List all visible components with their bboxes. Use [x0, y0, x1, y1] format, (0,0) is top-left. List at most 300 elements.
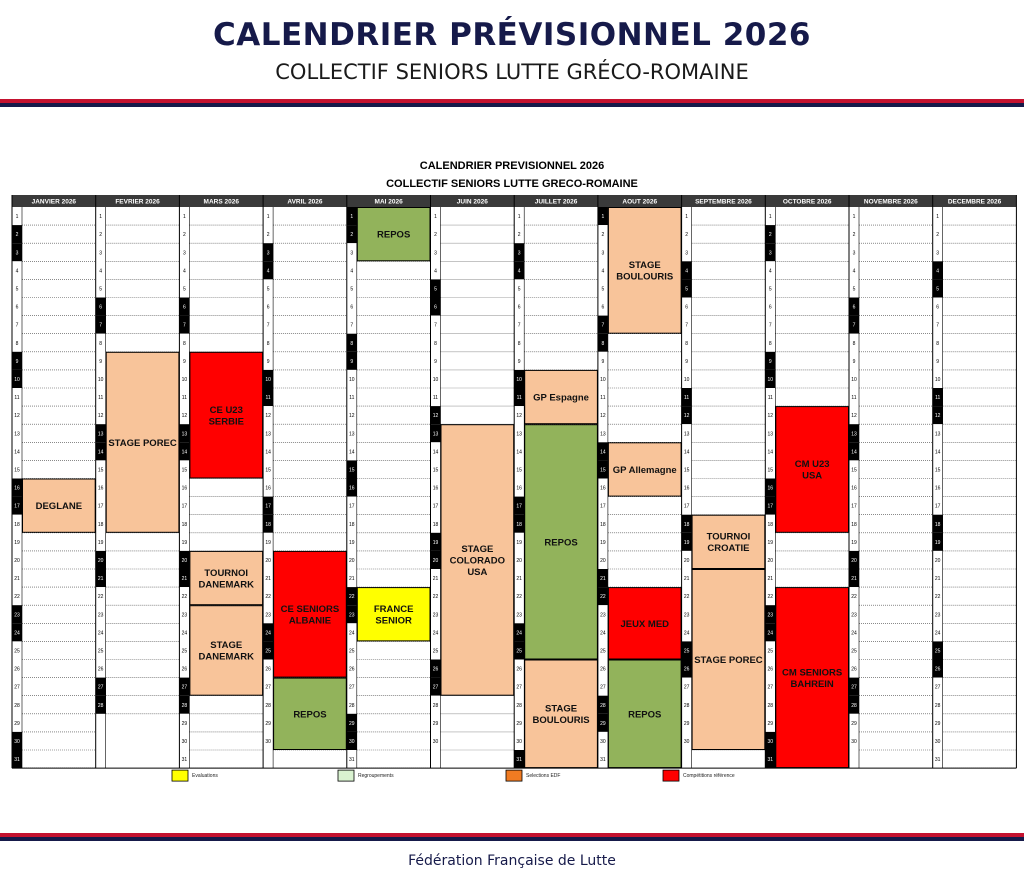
day-number: 11 — [935, 395, 941, 402]
day-number: 26 — [181, 666, 188, 673]
day-number: 28 — [934, 702, 941, 709]
day-number: 12 — [600, 413, 606, 420]
day-number: 27 — [516, 684, 522, 691]
day-number: 1 — [852, 214, 856, 221]
day-number: 1 — [517, 214, 521, 221]
day-number: 3 — [601, 250, 605, 257]
day-number: 5 — [601, 286, 605, 293]
day-number: 5 — [183, 286, 186, 293]
day-number: 21 — [683, 576, 690, 583]
day-number: 25 — [14, 648, 20, 655]
day-number: 23 — [265, 612, 271, 619]
day-number: 10 — [14, 376, 20, 383]
day-number: 3 — [768, 250, 772, 257]
day-number: 7 — [183, 322, 186, 329]
day-number: 22 — [432, 594, 439, 601]
day-number: 20 — [934, 557, 941, 564]
day-number: 26 — [683, 666, 690, 673]
day-number: 6 — [350, 304, 354, 311]
day-number: 24 — [181, 630, 188, 637]
day-number: 19 — [851, 539, 857, 546]
day-number: 11 — [432, 395, 439, 402]
day-number: 30 — [14, 738, 20, 745]
day-number: 21 — [14, 576, 20, 583]
day-number: 16 — [600, 485, 606, 492]
day-number: 29 — [934, 720, 941, 727]
day-number: 10 — [432, 376, 439, 383]
day-number: 6 — [601, 304, 605, 311]
day-number: 13 — [181, 431, 188, 438]
day-number: 9 — [601, 358, 605, 365]
day-number: 11 — [851, 395, 857, 402]
day-number: 28 — [349, 702, 355, 709]
day-number: 1 — [936, 214, 940, 221]
day-number: 16 — [349, 485, 355, 492]
day-number: 13 — [432, 431, 439, 438]
day-number: 8 — [99, 340, 103, 347]
month-header-label: DECEMBRE 2026 — [947, 198, 1002, 206]
day-number: 7 — [266, 322, 270, 329]
day-number: 25 — [432, 648, 439, 655]
day-number: 17 — [767, 503, 774, 510]
day-number: 25 — [767, 648, 774, 655]
day-number: 16 — [516, 485, 522, 492]
day-number: 18 — [600, 521, 606, 528]
day-number: 3 — [266, 250, 270, 257]
day-number: 12 — [265, 413, 271, 420]
event-label: STAGE — [545, 703, 578, 715]
day-number: 3 — [685, 250, 688, 257]
day-number: 16 — [851, 485, 857, 492]
day-number: 17 — [181, 503, 188, 510]
day-number: 26 — [934, 666, 941, 673]
day-number: 15 — [600, 467, 606, 474]
day-number: 30 — [516, 738, 522, 745]
day-number: 29 — [767, 720, 774, 727]
day-number: 7 — [936, 322, 940, 329]
day-number: 31 — [934, 757, 941, 764]
day-number: 23 — [181, 612, 188, 619]
day-number: 22 — [767, 594, 774, 601]
day-number: 15 — [516, 467, 522, 474]
day-number: 11 — [14, 395, 20, 402]
day-number: 19 — [181, 539, 188, 546]
day-number: 25 — [516, 648, 522, 655]
day-number: 2 — [852, 232, 856, 239]
day-number: 20 — [181, 557, 188, 564]
day-number: 8 — [15, 340, 19, 347]
day-number: 14 — [432, 449, 439, 456]
day-number: 29 — [181, 720, 188, 727]
day-number: 15 — [683, 467, 690, 474]
month-header-label: JANVIER 2026 — [31, 198, 77, 206]
day-number: 6 — [266, 304, 270, 311]
page-subtitle: COLLECTIF SENIORS LUTTE GRÉCO-ROMAINE — [275, 60, 749, 84]
day-number: 29 — [851, 720, 857, 727]
day-number: 12 — [516, 413, 522, 420]
day-number: 27 — [349, 684, 355, 691]
day-number: 15 — [14, 467, 20, 474]
day-number: 10 — [851, 376, 857, 383]
day-number: 27 — [934, 684, 941, 691]
day-number: 7 — [434, 322, 437, 329]
event-label: CE U23 — [209, 404, 243, 416]
day-number: 23 — [97, 612, 104, 619]
day-number: 12 — [181, 413, 188, 420]
day-number: 30 — [767, 738, 774, 745]
day-number: 22 — [934, 594, 941, 601]
day-number: 1 — [183, 214, 186, 221]
day-number: 1 — [350, 214, 354, 221]
day-number: 27 — [851, 684, 857, 691]
event-label: BOULOURIS — [532, 715, 590, 727]
event-label: GP Allemagne — [612, 464, 677, 476]
day-number: 14 — [600, 449, 606, 456]
day-number: 4 — [768, 268, 772, 275]
day-number: 27 — [600, 684, 606, 691]
day-number: 26 — [432, 666, 439, 673]
day-number: 13 — [349, 431, 355, 438]
day-number: 24 — [767, 630, 774, 637]
legend-swatch — [506, 770, 522, 781]
day-number: 22 — [97, 594, 104, 601]
day-number: 24 — [683, 630, 690, 637]
day-number: 20 — [97, 557, 104, 564]
day-number: 8 — [768, 340, 772, 347]
day-number: 6 — [936, 304, 940, 311]
day-number: 14 — [683, 449, 690, 456]
day-number: 14 — [349, 449, 355, 456]
day-number: 18 — [14, 521, 20, 528]
day-number: 5 — [434, 286, 437, 293]
day-number: 24 — [265, 630, 271, 637]
day-number: 3 — [852, 250, 856, 257]
day-number: 14 — [516, 449, 522, 456]
day-number: 12 — [683, 413, 690, 420]
event-label: USA — [802, 470, 823, 482]
day-number: 3 — [15, 250, 19, 257]
day-number: 13 — [516, 431, 522, 438]
day-number: 28 — [181, 702, 188, 709]
day-number: 29 — [14, 720, 20, 727]
day-number: 9 — [517, 358, 521, 365]
day-number: 28 — [600, 702, 606, 709]
day-number: 30 — [851, 738, 857, 745]
day-number: 10 — [934, 376, 941, 383]
day-number: 31 — [600, 757, 606, 764]
day-number: 5 — [517, 286, 521, 293]
footer-stripe-navy — [0, 837, 1024, 841]
day-number: 24 — [97, 630, 104, 637]
event-label: STAGE POREC — [108, 437, 177, 449]
day-number: 5 — [15, 286, 19, 293]
day-number: 5 — [768, 286, 772, 293]
month-header-label: AOUT 2026 — [622, 198, 658, 206]
day-number: 20 — [432, 557, 439, 564]
day-number: 8 — [350, 340, 354, 347]
day-number: 19 — [14, 539, 20, 546]
day-number: 23 — [851, 612, 857, 619]
day-number: 7 — [517, 322, 521, 329]
day-number: 8 — [183, 340, 186, 347]
day-number: 19 — [432, 539, 439, 546]
month-header-label: MAI 2026 — [374, 198, 403, 206]
legend-label: Selections EDF — [526, 773, 561, 780]
day-number: 5 — [99, 286, 103, 293]
day-number: 10 — [600, 376, 606, 383]
day-number: 11 — [265, 395, 271, 402]
day-number: 22 — [265, 594, 271, 601]
day-number: 9 — [852, 358, 856, 365]
day-number: 21 — [432, 576, 439, 583]
day-number: 11 — [600, 395, 606, 402]
day-number: 26 — [851, 666, 857, 673]
event-label: STAGE — [210, 640, 243, 652]
day-number: 10 — [683, 376, 690, 383]
day-number: 25 — [934, 648, 941, 655]
calendar-subtitle: COLLECTIF SENIORS LUTTE GRECO-ROMAINE — [386, 178, 638, 190]
day-number: 14 — [934, 449, 941, 456]
day-number: 26 — [600, 666, 606, 673]
day-number: 24 — [432, 630, 439, 637]
day-number: 17 — [516, 503, 522, 510]
day-number: 20 — [600, 557, 606, 564]
day-number: 21 — [934, 576, 941, 583]
day-number: 8 — [852, 340, 856, 347]
event-label: COLORADO — [449, 555, 506, 567]
day-number: 18 — [934, 521, 941, 528]
day-number: 14 — [767, 449, 774, 456]
day-number: 9 — [768, 358, 772, 365]
day-number: 3 — [936, 250, 940, 257]
month-header-label: AVRIL 2026 — [287, 198, 323, 206]
day-number: 12 — [432, 413, 439, 420]
day-number: 5 — [685, 286, 688, 293]
day-number: 23 — [432, 612, 439, 619]
day-number: 2 — [15, 232, 19, 239]
day-number: 28 — [683, 702, 690, 709]
day-number: 13 — [600, 431, 606, 438]
day-number: 6 — [685, 304, 688, 311]
day-number: 14 — [14, 449, 20, 456]
event-label: DANEMARK — [198, 651, 254, 663]
day-number: 3 — [183, 250, 186, 257]
day-number: 29 — [349, 720, 355, 727]
day-number: 22 — [683, 594, 690, 601]
day-number: 18 — [181, 521, 188, 528]
legend-label: Compétitions référence — [683, 773, 735, 780]
day-number: 1 — [99, 214, 103, 221]
day-number: 17 — [97, 503, 104, 510]
day-number: 16 — [265, 485, 271, 492]
day-number: 26 — [349, 666, 355, 673]
day-number: 16 — [683, 485, 690, 492]
event-label: STAGE — [461, 543, 494, 555]
day-number: 9 — [350, 358, 354, 365]
event-label: CE SENIORS — [280, 604, 340, 615]
day-number: 26 — [14, 666, 20, 673]
day-number: 7 — [15, 322, 19, 329]
day-number: 2 — [99, 232, 103, 239]
day-number: 21 — [349, 576, 355, 583]
day-number: 21 — [600, 576, 606, 583]
day-number: 22 — [181, 594, 188, 601]
day-number: 15 — [851, 467, 857, 474]
month-header-label: OCTOBRE 2026 — [782, 198, 832, 206]
day-number: 4 — [601, 268, 605, 275]
day-number: 19 — [97, 539, 104, 546]
day-number: 17 — [432, 503, 439, 510]
day-number: 12 — [767, 413, 774, 420]
day-number: 29 — [516, 720, 522, 727]
event-label: REPOS — [377, 229, 411, 241]
day-number: 26 — [516, 666, 522, 673]
day-number: 24 — [851, 630, 857, 637]
day-number: 5 — [350, 286, 354, 293]
event-label: STAGE — [628, 260, 661, 272]
day-number: 18 — [432, 521, 439, 528]
day-number: 30 — [683, 738, 690, 745]
day-number: 16 — [97, 485, 104, 492]
day-number: 29 — [432, 720, 439, 727]
event-label: BOULOURIS — [616, 271, 674, 283]
day-number: 17 — [349, 503, 355, 510]
day-number: 16 — [181, 485, 188, 492]
day-number: 25 — [265, 648, 271, 655]
day-number: 29 — [600, 720, 606, 727]
day-number: 12 — [851, 413, 857, 420]
day-number: 7 — [601, 322, 605, 329]
day-number: 8 — [936, 340, 940, 347]
day-number: 5 — [266, 286, 270, 293]
day-number: 7 — [350, 322, 354, 329]
event-label: FRANCE — [373, 604, 414, 615]
day-number: 16 — [934, 485, 941, 492]
day-number: 6 — [768, 304, 772, 311]
event-label: USA — [467, 566, 488, 578]
day-number: 10 — [349, 376, 355, 383]
event-label: ALBANIE — [288, 615, 332, 627]
day-number: 21 — [516, 576, 522, 583]
day-number: 1 — [768, 214, 772, 221]
event-label: DANEMARK — [198, 579, 254, 591]
legend-label: Evaluations — [192, 773, 218, 780]
day-number: 10 — [265, 376, 271, 383]
day-number: 25 — [851, 648, 857, 655]
event-label: GP Espagne — [533, 392, 589, 404]
day-number: 27 — [181, 684, 188, 691]
day-number: 10 — [767, 376, 774, 383]
day-number: 7 — [768, 322, 772, 329]
day-number: 1 — [266, 214, 270, 221]
month-header-label: MARS 2026 — [203, 198, 239, 206]
day-number: 6 — [183, 304, 186, 311]
day-number: 23 — [683, 612, 690, 619]
day-number: 15 — [767, 467, 774, 474]
day-number: 14 — [97, 449, 104, 456]
day-number: 6 — [99, 304, 103, 311]
day-number: 21 — [181, 576, 188, 583]
day-number: 31 — [767, 757, 774, 764]
day-number: 25 — [349, 648, 355, 655]
day-number: 3 — [99, 250, 103, 257]
day-number: 25 — [97, 648, 104, 655]
day-number: 30 — [265, 738, 271, 745]
day-number: 9 — [266, 358, 270, 365]
day-number: 21 — [851, 576, 857, 583]
day-number: 15 — [181, 467, 188, 474]
day-number: 20 — [767, 557, 774, 564]
day-number: 13 — [14, 431, 20, 438]
event-label: DEGLANE — [35, 501, 83, 513]
day-number: 22 — [600, 594, 606, 601]
day-number: 4 — [15, 268, 19, 275]
day-number: 19 — [683, 539, 690, 546]
day-number: 11 — [767, 395, 773, 402]
day-number: 19 — [600, 539, 606, 546]
day-number: 3 — [434, 250, 437, 257]
legend-swatch — [338, 770, 354, 781]
event-label: CROATIE — [707, 543, 750, 555]
day-number: 28 — [265, 702, 271, 709]
day-number: 30 — [349, 738, 355, 745]
day-number: 25 — [683, 648, 690, 655]
day-number: 24 — [14, 630, 20, 637]
day-number: 14 — [181, 449, 188, 456]
day-number: 8 — [601, 340, 605, 347]
day-number: 24 — [934, 630, 941, 637]
day-number: 13 — [851, 431, 857, 438]
day-number: 2 — [266, 232, 270, 239]
day-number: 27 — [683, 684, 690, 691]
event-label: SENIOR — [375, 615, 412, 627]
day-number: 2 — [183, 232, 186, 239]
day-number: 29 — [683, 720, 690, 727]
day-number: 30 — [181, 738, 188, 745]
day-number: 28 — [516, 702, 522, 709]
day-number: 31 — [349, 757, 355, 764]
day-number: 4 — [517, 268, 521, 275]
day-number: 24 — [600, 630, 606, 637]
day-number: 20 — [265, 557, 271, 564]
day-number: 6 — [517, 304, 521, 311]
day-number: 22 — [349, 594, 355, 601]
day-number: 25 — [600, 648, 606, 655]
event-label: REPOS — [293, 709, 327, 721]
day-number: 31 — [14, 757, 20, 764]
event-label: TOURNOI — [204, 567, 249, 579]
day-number: 4 — [183, 268, 186, 275]
day-number: 2 — [936, 232, 940, 239]
day-number: 7 — [99, 322, 103, 329]
event-label: CM U23 — [794, 459, 830, 471]
day-number: 9 — [183, 358, 186, 365]
day-number: 17 — [851, 503, 857, 510]
day-number: 26 — [265, 666, 271, 673]
day-number: 30 — [600, 738, 606, 745]
day-number: 11 — [349, 395, 355, 402]
day-number: 19 — [767, 539, 774, 546]
day-number: 15 — [934, 467, 941, 474]
day-number: 23 — [516, 612, 522, 619]
day-number: 1 — [15, 214, 19, 221]
day-number: 13 — [767, 431, 774, 438]
day-number: 5 — [852, 286, 856, 293]
day-number: 18 — [683, 521, 690, 528]
day-number: 2 — [517, 232, 521, 239]
day-number: 19 — [265, 539, 271, 546]
day-number: 28 — [432, 702, 439, 709]
